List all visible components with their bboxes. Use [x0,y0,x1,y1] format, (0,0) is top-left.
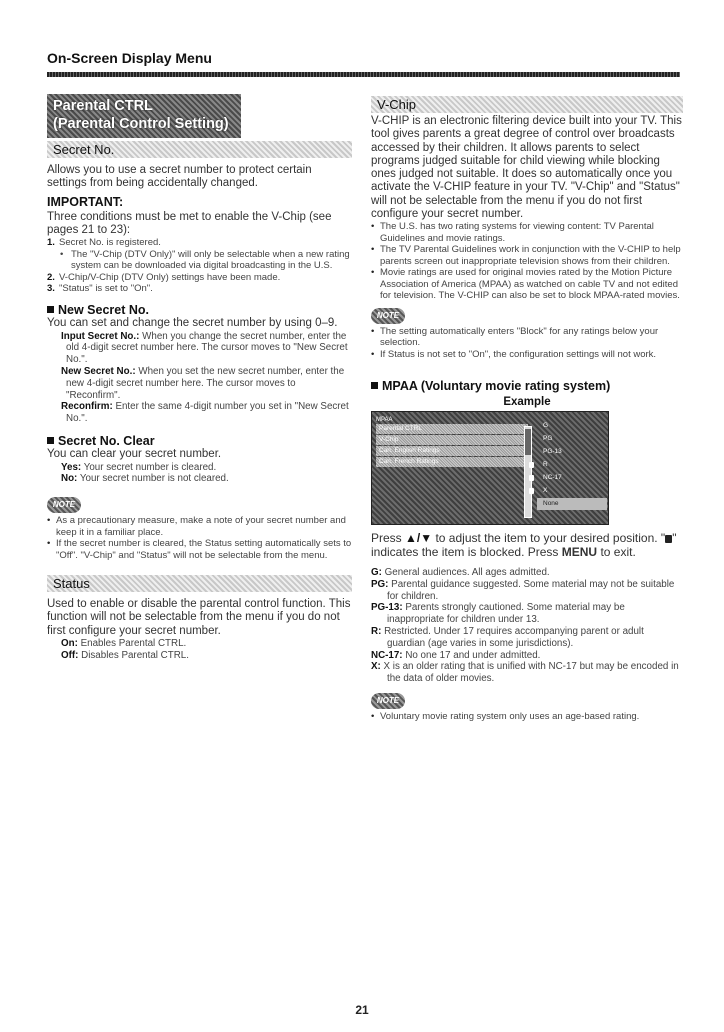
square-bullet-icon [47,437,54,444]
note-item: • If Status is not set to "On", the configuration settings will not work. [371,349,683,361]
mpaa-notes [371,711,683,723]
osd-rating-item: X [537,485,607,497]
osd-menu-item: V-Chip [376,435,528,445]
osd-rating-list [537,420,607,511]
osd-menu-item: Parental CTRL [376,424,528,434]
osd-menu-item: Can. French Ratings [376,457,528,467]
condition-sub-bullet: • The "V-Chip (DTV Only)" will only be selectable when a new rating system can be downloaded via digital broadcasting in the U.S. [60,248,350,272]
definition-item: On: Enables Parental CTRL. [61,638,187,650]
osd-rating-item: PG [543,434,553,442]
osd-rating-item: G [543,421,549,429]
status-heading: Status [47,575,352,592]
mpaa-osd-screenshot [371,411,609,525]
rating-definition: R: Restricted. Under 17 requires accompanying parent or adult guardian (age varies in some jurisdictions). [371,625,644,649]
page-title: On-Screen Display Menu [47,50,212,66]
osd-rating-item: NC-17 [537,472,607,484]
note-item: • As a precautionary measure, make a note of your secret number and keep it in a familiar place. [47,515,352,538]
secret-clear-heading: Secret No. Clear [47,435,352,448]
condition-item: 3. "Status" is set to "On". [47,283,153,295]
page-number: 21 [355,1003,369,1017]
new-secret-intro: You can set and change the secret number by using 0–9. [47,317,338,330]
condition-item: 2. V-Chip/V-Chip (DTV Only) settings have been made. [47,271,281,283]
definition-item: No: Your secret number is not cleared. [61,473,229,485]
osd-title: MPAA [376,416,393,423]
definition-item: Reconfirm: Enter the same 4-digit number you set in "New Secret No.". [61,401,349,425]
condition-list [47,237,352,295]
osd-rating-item: PG-13 [543,447,562,455]
osd-rating-item: R [537,459,607,471]
vchip-bullet: • Movie ratings are used for original movies rated by the Motion Picture Association of America (MPAA) as watched on cable TV and not edited for television. The V-CHIP can also be set to block MPAA-rated movies. [371,267,683,302]
osd-menu-list [376,424,528,468]
definition-item: Yes: Your secret number is cleared. [61,461,217,473]
rating-definition: PG-13: Parents strongly cautioned. Some material may be inappropriate for children under 13. [371,602,625,626]
definition-item: Input Secret No.: When you change the secret number, enter the old 4-digit secret number here. The cursor moves to "New Secret No.". [61,330,348,366]
banner-line-2: (Parental Control Setting) [53,116,229,132]
condition-item: 1. Secret No. is registered. [47,237,161,249]
status-intro: Used to enable or disable the parental control function. This function will not be selectable from the menu if you do not first configure your secret number. [47,598,351,637]
rating-definition: PG: Parental guidance suggested. Some material may not be suitable for children. [371,578,675,602]
important-label: IMPORTANT: [47,194,124,209]
square-bullet-icon [371,382,378,389]
osd-menu-item: Can. English Ratings [376,446,528,456]
right-column [371,94,683,722]
osd-scrollbar [524,426,532,518]
osd-rating-item-selected: None [537,498,607,510]
note-list [47,515,352,561]
example-label: Example [503,395,551,408]
header-rule [47,72,680,77]
important-text: Three conditions must be met to enable the V-Chip (see pages 21 to 23): [47,210,332,237]
parental-ctrl-banner [47,94,241,138]
left-column [47,94,352,662]
osd-scroll-thumb [525,429,531,455]
secret-no-intro: Allows you to use a secret number to protect certain settings from being accidentally changed. [47,164,312,190]
secret-clear-intro: You can clear your secret number. [47,448,222,461]
note-item: • If the secret number is cleared, the Status setting automatically sets to "Off". "V-Chip" and "Status" will not be selectable from the menu. [47,538,352,561]
note-icon: NOTE [371,693,405,709]
mpaa-heading: MPAA (Voluntary movie rating system) [371,380,683,393]
menu-key: MENU [561,544,598,559]
rating-definition: NC-17: No one 17 and under admitted. [371,649,541,661]
rating-definition: G: General audiences. All ages admitted. [371,566,550,578]
definition-item: New Secret No.: When you set the new secret number, enter the new 4-digit secret number here. The cursor moves to "Reconfirm". [61,365,345,401]
note-item: • Voluntary movie rating system only uses an age-based rating. [371,711,683,723]
mpaa-instructions: Press ▲/▼ to adjust the item to your desired position. " " indicates the item is blocked. Press MENU to exit. [371,530,677,559]
rating-definition: X: X is an older rating that is unified with NC-17 but may be encoded in the data of older movies. [371,661,679,685]
vchip-bullets [371,221,683,302]
vchip-heading: V-Chip [371,96,683,113]
definition-item: Off: Disables Parental CTRL. [61,649,189,661]
new-secret-heading: New Secret No. [47,304,352,317]
secret-no-heading: Secret No. [47,141,352,158]
note-item: • The setting automatically enters "Block" for any ratings below your selection. [371,326,683,349]
note-icon: NOTE [47,497,81,513]
vchip-intro: V-CHIP is an electronic filtering device built into your TV. This tool gives parents a great degree of control over broadcasts accessed by their children. It allows parents to select programs judged suitable for child viewing while blocking ones judged not suitable. It does so automatically once you activate the V-CHIP feature in your TV. "V-Chip" and "Status" will not be selectable from the menu if you do not first configure your secret number. [371,115,682,221]
vchip-bullet: • The TV Parental Guidelines work in conjunction with the V-CHIP to help parents screen out inappropriate television shows from their children. [371,244,683,267]
note-icon: NOTE [371,308,405,324]
vchip-notes [371,326,683,361]
vchip-bullet: • The U.S. has two rating systems for viewing content: TV Parental Guidelines and movie ratings. [371,221,683,244]
square-bullet-icon [47,306,54,313]
up-down-arrow-icon: ▲/▼ [405,530,433,545]
banner-line-1: Parental CTRL [53,98,153,114]
